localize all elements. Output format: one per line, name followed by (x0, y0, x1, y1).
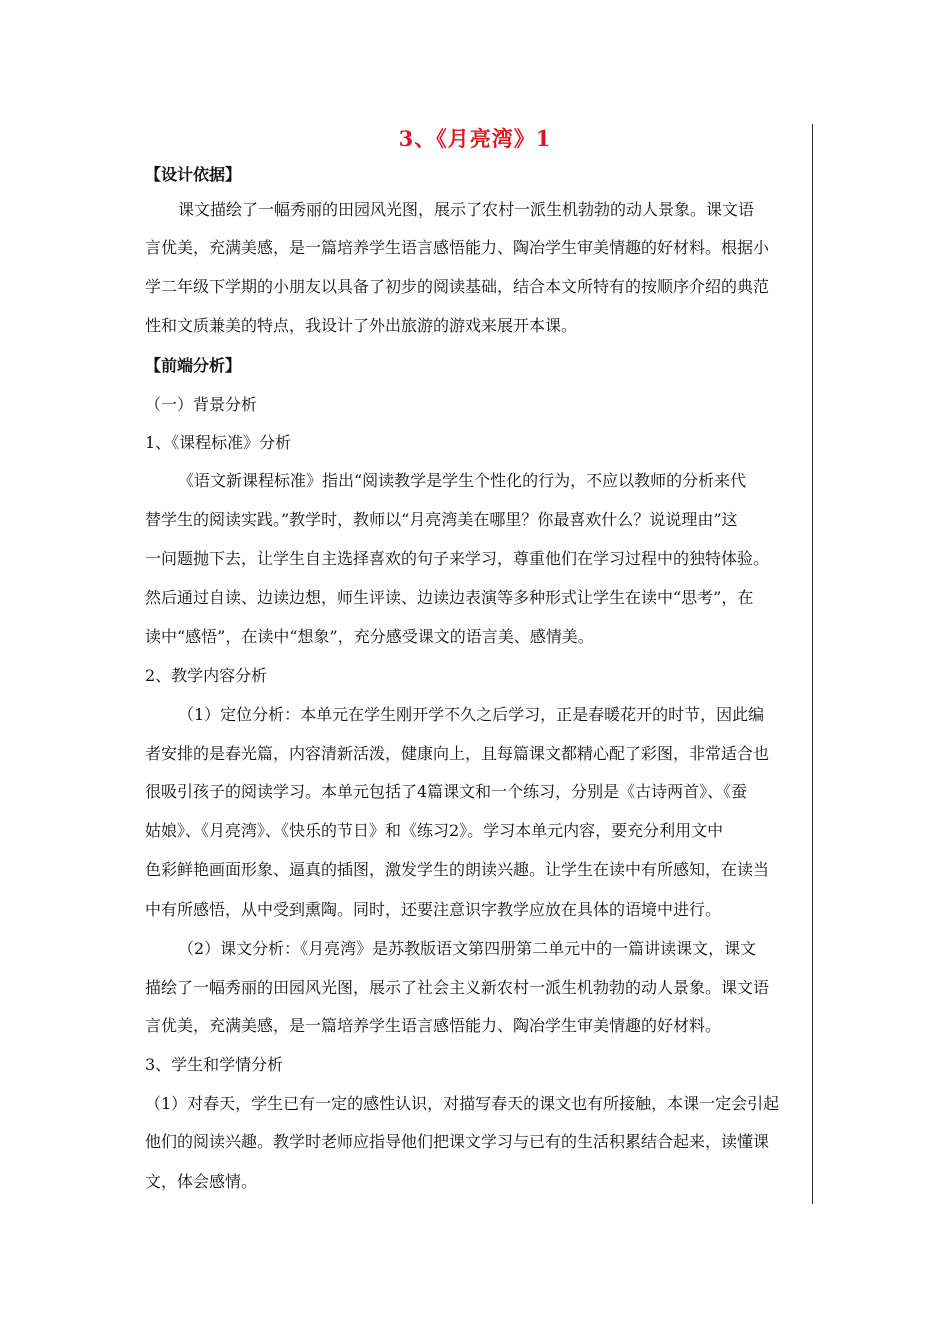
text-line: 一问题抛下去，让学生自主选择喜欢的句子来学习，尊重他们在学习过程中的独特体验。 (145, 549, 770, 568)
text-line: 中有所感悟，从中受到熏陶。同时，还要注意识字教学应放在具体的语境中进行。 (145, 900, 722, 919)
text-line: 1、《课程标准》分析 (145, 433, 292, 452)
text-line: 3、学生和学情分析 (145, 1055, 284, 1074)
text-line: （一）背景分析 (145, 395, 258, 414)
section-heading: 【设计依据】 (145, 165, 242, 184)
text-line: 言优美，充满美感，是一篇培养学生语言感悟能力、陶冶学生审美情趣的好材料。 (145, 1016, 722, 1035)
text-line: （2）课文分析：《月亮湾》是苏教版语文第四册第二单元中的一篇讲读课文，课文 (178, 939, 757, 958)
text-line: 性和文质兼美的特点，我设计了外出旅游的游戏来展开本课。 (145, 316, 578, 335)
text-line: 者安排的是春光篇，内容清新活泼，健康向上，且每篇课文都精心配了彩图，非常适合也 (145, 744, 770, 763)
text-line: （1）定位分析：本单元在学生刚开学不久之后学习，正是春暖花开的时节，因此编 (178, 705, 765, 724)
text-line: 文，体会感情。 (145, 1172, 258, 1191)
text-line: 课文描绘了一幅秀丽的田园风光图，展示了农村一派生机勃勃的动人景象。课文语 (178, 200, 755, 219)
text-line: 2、教学内容分析 (145, 666, 268, 685)
section-heading: 【前端分析】 (145, 356, 242, 375)
text-line: 描绘了一幅秀丽的田园风光图，展示了社会主义新农村一派生机勃勃的动人景象。课文语 (145, 978, 770, 997)
text-line: 言优美，充满美感，是一篇培养学生语言感悟能力、陶冶学生审美情趣的好材料。根据小 (145, 238, 770, 257)
text-line: 读中“感悟”，在读中“想象”，充分感受课文的语言美、感情美。 (145, 627, 594, 646)
text-line: 色彩鲜艳画面形象、逼真的插图，激发学生的朗读兴趣。让学生在读中有所感知，在读当 (145, 860, 770, 879)
text-line: 替学生的阅读实践。”教学时，教师以“月亮湾美在哪里？你最喜欢什么？说说理由”这 (145, 510, 738, 529)
text-line: 学二年级下学期的小朋友以具备了初步的阅读基础，结合本文所特有的按顺序介绍的典范 (145, 277, 770, 296)
text-line: 《语文新课程标准》指出“阅读教学是学生个性化的行为，不应以教师的分析来代 (178, 471, 747, 490)
text-line: 然后通过自读、边读边想，师生评读、边读边表演等多种形式让学生在读中“思考”，在 (145, 588, 754, 607)
text-line: 很吸引孩子的阅读学习。本单元包括了4篇课文和一个练习，分别是《古诗两首》、《蚕 (145, 782, 748, 801)
text-line: （1）对春天，学生已有一定的感性认识，对描写春天的课文也有所接触，本课一定会引起 (145, 1094, 780, 1113)
page-title: 3、《月亮湾》1 (398, 126, 552, 151)
right-margin-rule (812, 124, 813, 1204)
text-line: 姑娘》、《月亮湾》、《快乐的节日》和《练习2》。学习本单元内容，要充分利用文中 (145, 821, 724, 840)
text-line: 他们的阅读兴趣。教学时老师应指导他们把课文学习与已有的生活积累结合起来，读懂课 (145, 1132, 770, 1151)
